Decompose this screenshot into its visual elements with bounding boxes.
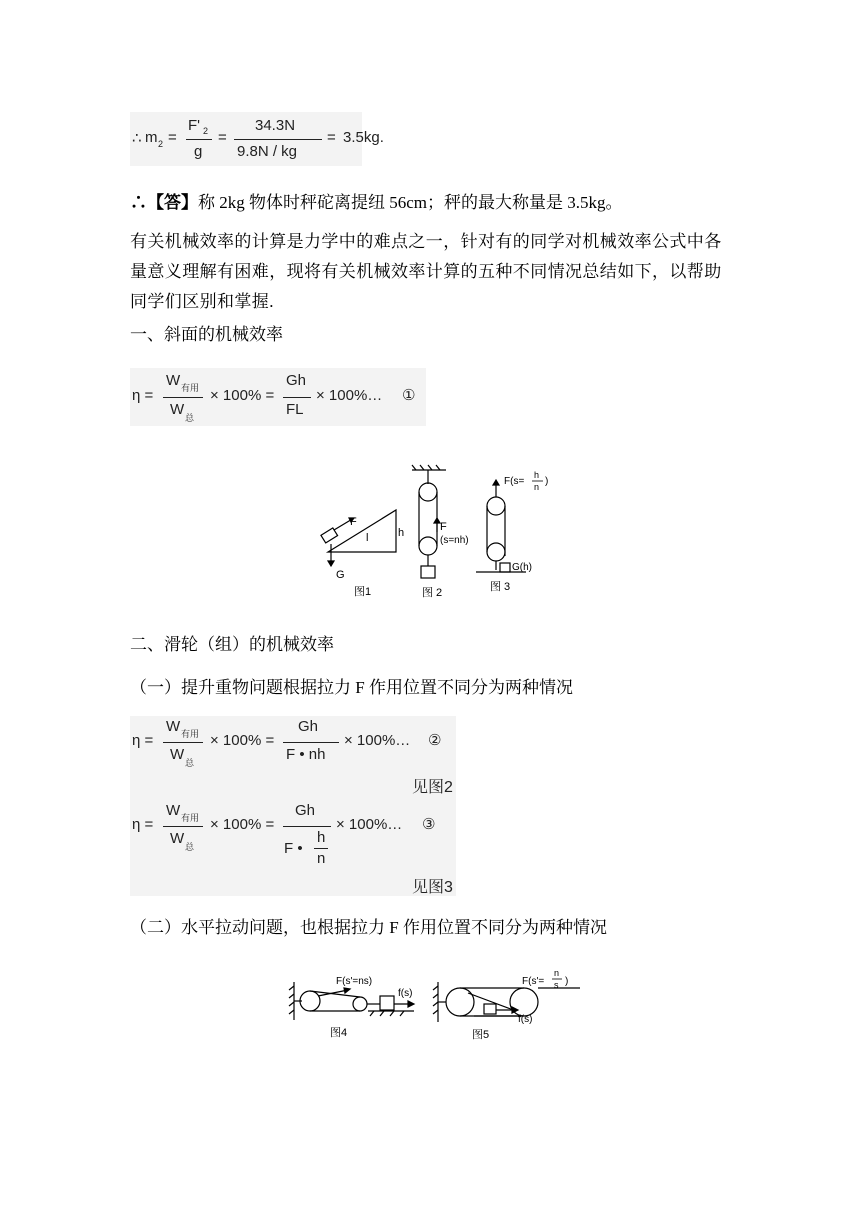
equation-marker-1: ① bbox=[402, 387, 416, 404]
fig3-caption: 图 3 bbox=[490, 581, 511, 593]
fig5-caption: 图5 bbox=[472, 1029, 490, 1041]
fraction-2-denominator: 9.8N / kg bbox=[237, 143, 298, 160]
fraction-denominator: FL bbox=[286, 401, 304, 418]
fraction-1-numerator: F' bbox=[188, 117, 201, 134]
times-100-1: × 100% = bbox=[210, 732, 275, 749]
subsection-2-heading: （二）水平拉动问题，也根据拉力 F 作用位置不同分为两种情况 bbox=[130, 918, 607, 937]
figure-1-incline bbox=[321, 510, 396, 566]
equation-marker-3: ③ bbox=[422, 816, 436, 833]
fig4-caption: 图4 bbox=[330, 1027, 348, 1039]
fraction-w-bar bbox=[163, 826, 203, 827]
fraction-2-numerator: 34.3N bbox=[255, 117, 296, 134]
fraction-1-bar bbox=[186, 139, 212, 140]
fig3-label-G: G(h) bbox=[512, 562, 532, 573]
fraction-numerator: Gh bbox=[286, 372, 307, 389]
section-1-heading: 一、斜面的机械效率 bbox=[130, 325, 283, 344]
w-total: W bbox=[170, 746, 185, 763]
eta-symbol: η = bbox=[132, 387, 154, 404]
formula-3 bbox=[130, 800, 456, 896]
fig4-label-F: F(s'=ns) bbox=[336, 976, 373, 987]
m2-subscript: 2 bbox=[158, 139, 164, 149]
fig5-label-close: ) bbox=[565, 976, 569, 987]
fig5-label-F: F(s'= bbox=[522, 976, 545, 987]
answer-prefix: ∴【答】 bbox=[130, 193, 198, 212]
w-total-subscript: 总 bbox=[185, 842, 195, 852]
fig3-label-F: F(s= bbox=[504, 476, 525, 487]
answer-text: 称 2kg 物体时秤砣离提纽 56cm；秤的最大称量是 3.5kg。 bbox=[198, 193, 623, 212]
result-value: 3.5kg. bbox=[343, 129, 384, 146]
fraction-denominator: F • nh bbox=[286, 746, 326, 763]
denominator-h: h bbox=[317, 829, 326, 846]
w-useful-subscript: 有用 bbox=[181, 813, 200, 823]
times-100-2: × 100%… bbox=[336, 816, 403, 833]
w-useful-subscript: 有用 bbox=[181, 729, 200, 739]
figure-4-horizontal-pulley bbox=[289, 982, 414, 1020]
fig3-label-h: h bbox=[534, 470, 540, 480]
fig1-label-l: l bbox=[366, 532, 369, 544]
fig1-label-G: G bbox=[336, 569, 345, 581]
fig2-label-s: (s=nh) bbox=[440, 535, 469, 546]
denominator-n: n bbox=[317, 850, 326, 867]
see-figure-2: 见图2 bbox=[412, 779, 453, 796]
times-100-2: × 100%… bbox=[344, 732, 411, 749]
fraction-numerator: Gh bbox=[298, 718, 319, 735]
fig5-label-s: s bbox=[554, 980, 559, 990]
fig5-label-n: n bbox=[554, 968, 560, 978]
formula-1 bbox=[130, 368, 426, 426]
m2-symbol: m bbox=[145, 129, 158, 146]
fig3-label-n: n bbox=[534, 482, 540, 492]
w-useful-subscript: 有用 bbox=[181, 383, 200, 393]
fraction-2-bar bbox=[234, 139, 322, 140]
eta-symbol: η = bbox=[132, 816, 154, 833]
intro-paragraph: 有关机械效率的计算是力学中的难点之一，针对有的同学对机械效率公式中各量意义理解有困难，现将有关机械效率计算的五种不同情况总结如下，以帮助同学们区别和掌握. bbox=[130, 232, 722, 311]
formula-2 bbox=[130, 716, 456, 800]
figures-bottom bbox=[288, 960, 588, 1048]
fig5-label-f: f(s) bbox=[518, 1014, 533, 1025]
therefore-symbol: ∴ bbox=[132, 130, 142, 147]
section-2-heading: 二、滑轮（组）的机械效率 bbox=[130, 635, 334, 654]
fig2-caption: 图 2 bbox=[422, 587, 443, 599]
w-useful: W bbox=[166, 718, 181, 735]
times-100-1: × 100% = bbox=[210, 387, 275, 404]
equals-1: = bbox=[168, 129, 177, 146]
fraction-w-bar bbox=[163, 742, 203, 743]
fraction-1-denominator: g bbox=[194, 143, 203, 160]
equation-marker-2: ② bbox=[428, 732, 442, 749]
denominator-inner-bar bbox=[314, 848, 328, 849]
subsection-1-heading: （一）提升重物问题根据拉力 F 作用位置不同分为两种情况 bbox=[130, 678, 573, 697]
w-total-subscript: 总 bbox=[185, 758, 195, 768]
w-useful: W bbox=[166, 372, 181, 389]
eta-symbol: η = bbox=[132, 732, 154, 749]
see-figure-3: 见图3 bbox=[412, 879, 453, 896]
fig1-caption: 图1 bbox=[354, 586, 372, 598]
formula-m2 bbox=[130, 112, 384, 166]
answer-line bbox=[130, 189, 623, 217]
fig4-label-f: f(s) bbox=[398, 988, 413, 999]
equals-2: = bbox=[218, 129, 227, 146]
fig1-label-h: h bbox=[398, 527, 405, 539]
denominator-F: F • bbox=[284, 840, 303, 857]
fraction-bar bbox=[283, 826, 331, 827]
times-100-1: × 100% = bbox=[210, 816, 275, 833]
w-total-subscript: 总 bbox=[185, 413, 195, 423]
fig3-label-close: ) bbox=[545, 476, 549, 487]
w-useful: W bbox=[166, 802, 181, 819]
fraction-numerator: Gh bbox=[295, 802, 316, 819]
times-100-2: × 100%… bbox=[316, 387, 383, 404]
equals-3: = bbox=[327, 129, 336, 146]
w-total: W bbox=[170, 401, 185, 418]
fig1-label-F: F bbox=[350, 516, 357, 528]
fraction-bar bbox=[283, 742, 339, 743]
fraction-1-numerator-subscript: 2 bbox=[203, 126, 209, 136]
fig2-label-F: F bbox=[440, 521, 447, 533]
fraction-bar bbox=[283, 397, 311, 398]
figure-3-pulley bbox=[476, 480, 526, 572]
figures-top bbox=[300, 462, 570, 602]
w-total: W bbox=[170, 830, 185, 847]
fraction-w-bar bbox=[163, 397, 203, 398]
